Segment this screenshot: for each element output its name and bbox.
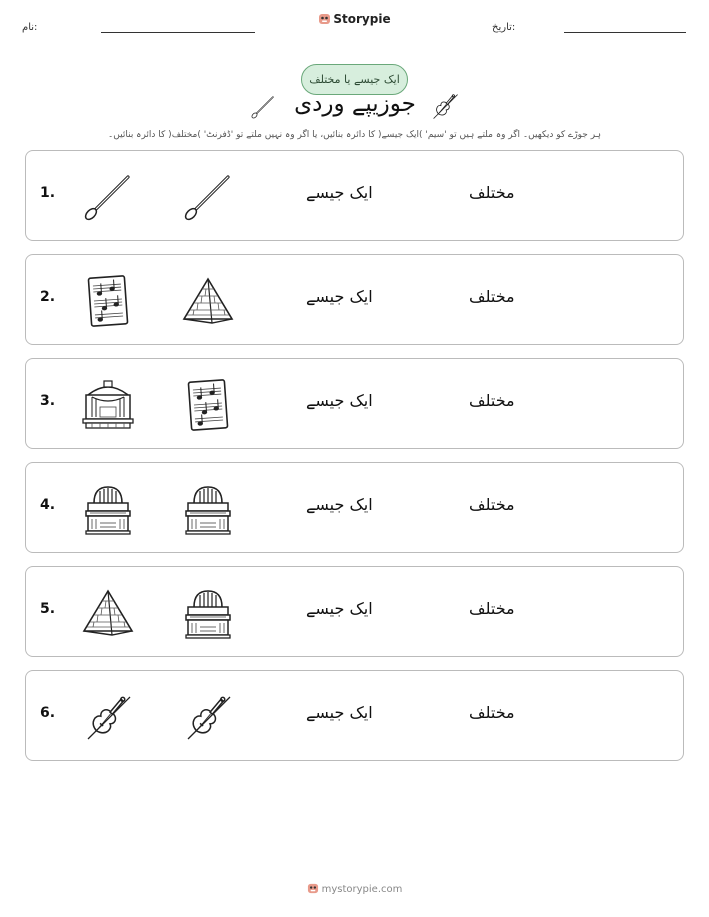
row-1 <box>25 150 684 241</box>
page-title: جوزیپے وردی <box>294 91 416 117</box>
date-line[interactable] <box>564 32 686 33</box>
row-2 <box>25 254 684 345</box>
row-number: 2. <box>40 289 56 305</box>
row-number: 3. <box>40 393 56 409</box>
option-same[interactable]: ایک جیسے <box>306 495 373 514</box>
storypie-logo-icon <box>307 882 319 894</box>
storypie-logo-icon <box>318 12 331 25</box>
row-number: 5. <box>40 601 56 617</box>
pipe-organ-icon <box>180 481 236 537</box>
row-number: 6. <box>40 705 56 721</box>
baton-icon <box>80 169 136 225</box>
date-label: تاریخ: <box>492 22 516 33</box>
instructions-text: ہر جوڑے کو دیکھیں۔ اگر وہ ملتے ہیں تو 'سیم' )ایک جیسے( کا دائرہ بنائیں، یا اگر وہ نہیں ملتے تو 'ڈفرنٹ' )مختلف( کا دائرہ بنائیں۔ <box>108 130 601 140</box>
violin-icon <box>80 689 136 745</box>
violin-icon <box>180 689 236 745</box>
footer-url[interactable]: mystorypie.com <box>321 884 403 895</box>
name-label: نام: <box>22 22 38 33</box>
option-same[interactable]: ایک جیسے <box>306 183 373 202</box>
option-different[interactable]: مختلف <box>469 599 515 618</box>
pipe-organ-icon <box>180 585 236 641</box>
worksheet-type-pill: ایک جیسے یا مختلف <box>301 64 408 95</box>
option-different[interactable]: مختلف <box>469 391 515 410</box>
row-number: 4. <box>40 497 56 513</box>
baton-icon <box>249 93 277 121</box>
option-different[interactable]: مختلف <box>469 703 515 722</box>
row-4 <box>25 462 684 553</box>
row-number: 1. <box>40 185 56 201</box>
option-same[interactable]: ایک جیسے <box>306 391 373 410</box>
row-6 <box>25 670 684 761</box>
option-same[interactable]: ایک جیسے <box>306 703 373 722</box>
option-different[interactable]: مختلف <box>469 287 515 306</box>
sheet-music-icon <box>80 273 136 329</box>
option-different[interactable]: مختلف <box>469 495 515 514</box>
pyramid-icon <box>80 585 136 641</box>
row-3 <box>25 358 684 449</box>
sheet-music-icon <box>180 377 236 433</box>
option-different[interactable]: مختلف <box>469 183 515 202</box>
name-line[interactable] <box>101 32 255 33</box>
brand-logo <box>0 12 709 26</box>
baton-icon <box>180 169 236 225</box>
brand-name: Storypie <box>333 12 391 26</box>
option-same[interactable]: ایک جیسے <box>306 287 373 306</box>
violin-icon <box>429 90 461 122</box>
pyramid-icon <box>180 273 236 329</box>
footer <box>0 882 709 895</box>
row-5 <box>25 566 684 657</box>
option-same[interactable]: ایک جیسے <box>306 599 373 618</box>
opera-stage-icon <box>80 377 136 433</box>
pipe-organ-icon <box>80 481 136 537</box>
